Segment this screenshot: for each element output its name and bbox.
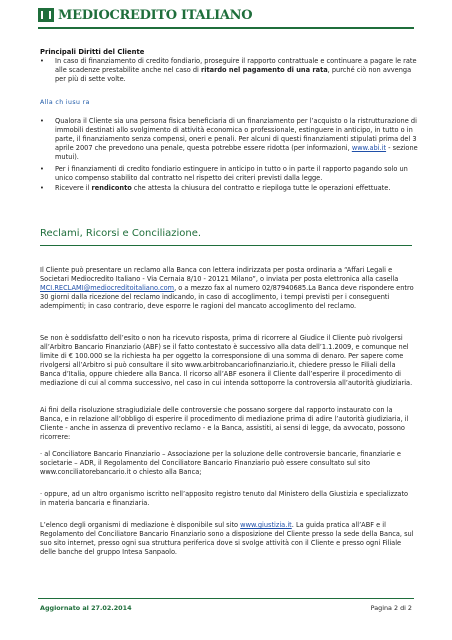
bullet-icon: •	[40, 57, 44, 65]
complaints-paragraph-2: Se non è soddisfatto dell’esito o non ha ricevuto risposta, prima di ricorrere al Giudice il Cliente può rivolgersi all’Arbitro Bancario Finanziario (ABF) se il fatto contestato è successivo alla data dell’1.1.2009, e comunque nel limite di € 100.000 se la richiesta ha per oggetto la corresponsione di una somma di denaro. Per sapere come rivolgersi all’Arbitro si può consultare il sito www.arbitrobancariofinanziario.it, chiedere presso le Filiali della Banca d’Italia, oppure chiedere alla Banca. Il ricorso all’ABF esonera il Cliente dall’esperire il procedimento di mediazione di cui al comma successivo, nel caso in cui intenda sottoporre la controversia all’autorità giudiziaria.	[40, 334, 413, 387]
rights-title: Principali Diritti del Cliente	[40, 48, 145, 56]
complaints-section-title: Reclami, Ricorsi e Conciliazione.	[40, 228, 202, 239]
complaints-paragraph-3: Ai fini della risoluzione stragiudiziale delle controversie che possano sorgere dal rapporto instaurato con la Banca, e in relazione all’obbligo di esperire il procedimento di mediazione prima di adire l’autorità giudiziaria, il Cliente - anche in assenza di preventivo reclamo - e la Banca, assistiti, ai sensi di legge, da avvocato, possono ricorrere:	[40, 406, 409, 441]
complaints-paragraph-1: Il Cliente può presentare un reclamo alla Banca con lettera indirizzata per posta ordinaria a “Affari Legali e Societari Mediocredito Italiano - Via Cernaia 8/10 - 20121 Milano”, o inviata per posta elettronica alla casella MCI.RECLAMI@mediocreditoitaliano.com, o a mezzo fax al numero 02/87940685.La Banca deve rispondere entro 30 giorni dalla ricezione del reclamo indicando, in caso di accoglimento, i tempi previsti per i conseguenti adempimenti; in caso contrario, deve esporre le ragioni del mancato accoglimento del reclamo.	[40, 266, 414, 310]
bank-logo	[38, 6, 252, 24]
bullet-icon: •	[40, 165, 44, 173]
abi-link[interactable]: www.abi.it	[351, 144, 387, 153]
bullet-icon: •	[40, 117, 44, 125]
reclami-email-link[interactable]: MCI.RECLAMI@mediocreditoitaliano.com	[40, 284, 175, 292]
logo-icon	[38, 8, 54, 22]
complaints-paragraph-4: · al Conciliatore Bancario Finanziario – Associazione per la soluzione delle controversie bancarie, finanziarie e societarie – ADR, il Regolamento del Conciliatore Bancario Finanziario può essere consultato sul sito www.conciliatorebancario.it o chiesto alla Banca;	[40, 450, 401, 476]
stamp-text: Alla ch iusu ra	[40, 99, 90, 106]
rights-item-late-payment: • In caso di finanziamento di credito fondiario, proseguire il rapporto contrattuale e continuare a pagare le rate alle scadenze prestabilite anche nel caso di ritardo nel pagamento di una rata, purché ciò non avvenga per più di sette volte.	[40, 57, 417, 84]
giustizia-link[interactable]: www.giustizia.it	[240, 521, 292, 529]
footer-divider	[38, 598, 414, 599]
complaints-paragraph-5: · oppure, ad un altro organismo iscritto nell’apposito registro tenuto dal Ministero della Giustizia e specializzato in materia bancaria e finanziaria.	[40, 490, 409, 507]
section-divider	[40, 245, 412, 246]
header-divider	[38, 27, 414, 29]
rights-item-fondiario: • Per i finanziamenti di credito fondiario estinguere in anticipo in tutto o in parte il rapporto pagando solo un unico compenso stabilito dal contratto nel rispetto dei criteri previsti dalla legge.	[40, 165, 408, 183]
bullet-icon: •	[40, 184, 44, 192]
logo-text: MEDIOCREDITO ITALIANO	[58, 7, 253, 23]
updated-date: Aggiornato al 27.02.2014	[40, 604, 132, 612]
rights-item-rendiconto: • Ricevere il rendiconto che attesta la chiusura del contratto e riepiloga tutte le operazioni effettuate.	[40, 184, 391, 192]
complaints-paragraph-6: L’elenco degli organismi di mediazione è disponibile sul sito www.giustizia.it. La guida pratica all’ABF e il Regolamento del Conciliatore Bancario Finanziario sono a disposizione del Cliente presso la sede della Banca, sul suo sito internet, presso ogni sua struttura periferica dove si svolge attività con il Cliente e presso ogni Filiale delle banche del gruppo Intesa Sanpaolo.	[40, 521, 414, 556]
rights-item-early-repayment: • Qualora il Cliente sia una persona fisica beneficiaria di un finanziamento per l’acquisto o la ristrutturazione di immobili destinati allo svolgimento di attività economica o professionale, estinguere in anticipo, in tutto o in parte, il finanziamento senza compensi, oneri e penali. Per alcuni di questi finanziamenti stipulati prima del 3 aprile 2007 che prevedono una penale, questa potrebbe essere ridotta (per informazioni, www.abi.it - sezione mutui).	[40, 117, 418, 162]
page-number: Pagina 2 di 2	[370, 604, 412, 612]
